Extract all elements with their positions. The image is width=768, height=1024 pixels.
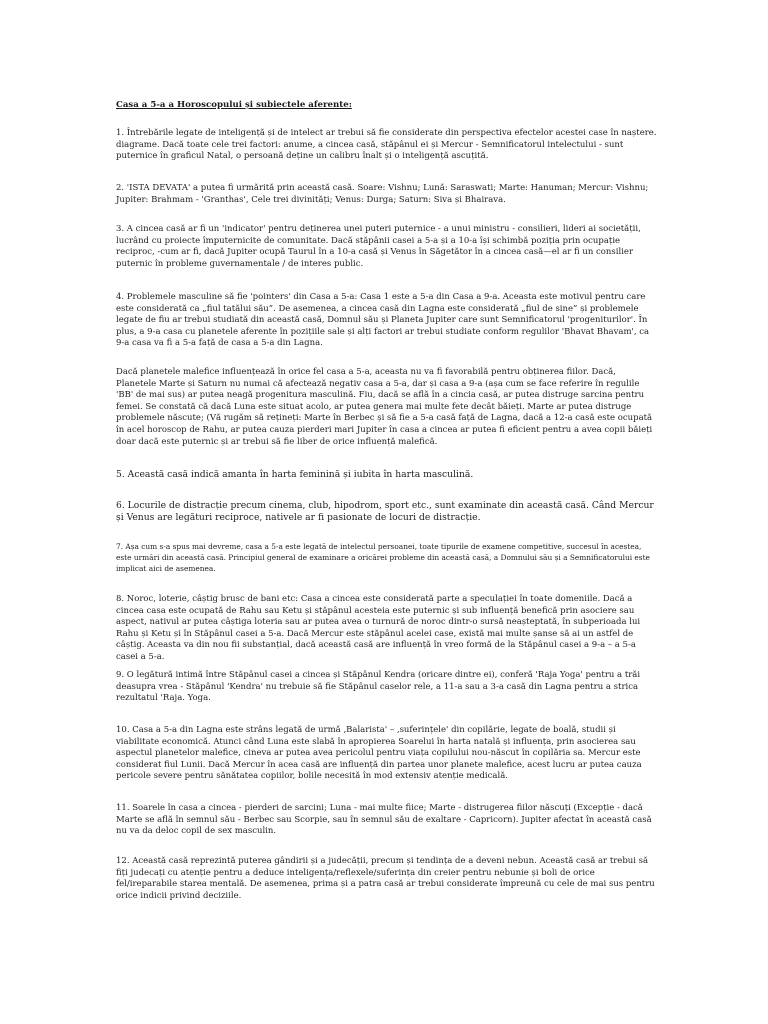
paragraph-1: 1. Întrebările legate de inteligență și de intelect ar trebui să fie considerate din perspectiva efectelor acestei case în naștere. diagrame. Dacă toate cele trei factori: anume, a cincea casă, stăpânul ei și Mercur - Semnificatorul intelectului - sunt puternice în graficul Natal, o persoană deține un calibru înalt și o inteligență ascuțită.: [116, 128, 657, 162]
paragraph-12: 12. Această casă reprezintă puterea gândirii și a judecății, precum și tendința de a deveni nebun. Această casă ar trebui să fiți judecați cu atenție pentru a deduce inteligența/reflexele/suferința din creier pentru nebunie și boli de orice fel/ireparabile starea mentală. De asemenea, prima și a patra casă ar trebui considerate împreună cu cele de mai sus pentru orice indicii privind deciziile.: [116, 856, 655, 901]
paragraph-5: 5. Această casă indică amanta în harta feminină și iubita în harta masculină.: [116, 469, 474, 480]
paragraph-9: 9. O legătură intimă între Stăpânul casei a cincea și Stăpânul Kendra (oricare dintre ei), conferă 'Raja Yoga' pentru a trăi deasupra vrea - Stăpânul 'Kendra' nu trebuie să fie Stăpânul caselor rele, a 11-a sau a 3-a casă din Lagna pentru a strica rezultatul 'Raja. Yoga.: [116, 670, 641, 704]
paragraph-8: 8. Noroc, loterie, câștig brusc de bani etc: Casa a cincea este considerată parte a speculației în toate domeniile. Dacă a cincea casa este ocupată de Rahu sau Ketu și stăpânul acesteia este puternic și sub influență benefică prin asociere sau aspect, nativul ar putea câștiga loteria sau ar putea avea o turnură de noroc dintr-o sursă neașteptată, în subperioada lui Rahu și Ketu și în Stăpânul casei a 5-a. Dacă Mercur este stăpânul acelei case, există mai multe șanse să ai un astfel de câștig. Aceasta va din nou fii substanțial, dacă această casă are influență în vreo formă de la Stăpânul casei a 9-a – a 5-a casei a 5-a.: [116, 594, 641, 662]
paragraph-2: 2. 'ISTA DEVATA' a putea fi urmărită prin această casă. Soare: Vishnu; Lună: Saraswati; Marte: Hanuman; Mercur: Vishnu; Jupiter: Brahmam - 'Granthas', Cele trei divinități; Venus: Durga; Saturn: Siva și Bhairava.: [116, 183, 649, 205]
document-title: Casa a 5-a a Horoscopului și subiectele aferente:: [116, 100, 352, 110]
paragraph-11: 11. Soarele în casa a cincea - pierderi de sarcini; Luna - mai multe fiice; Marte - distrugerea fiilor născuți (Excepție - dacă Marte se află în semnul său - Berbec sau Scorpie, sau în semnul său de exaltare - Capricorn). Jupiter afectat în această casă nu va da deloc copil de sex masculin.: [116, 803, 652, 837]
paragraph-3: 3. A cincea casă ar fi un 'indicator' pentru deținerea unei puteri puternice - a unui ministru - consilieri, lideri ai societății, lucrând cu proiecte împuternicite de comunitate. Dacă stăpânii casei a 5-a și a 10-a își schimbă poziția prin ocupație reciproc, -cum ar fi, dacă Jupiter ocupă Taurul în a 10-a casă și Venus în Săgetător în a cincea casă—el ar fi un consilier puternic în probleme guvernamentale / de interes public.: [116, 224, 641, 269]
paragraph-7: 7. Așa cum s-a spus mai devreme, casa a 5-a este legată de intelectul persoanei, toate tipurile de examene competitive, succesul în acestea, este urmări din această casă. Principiul general de examinare a oricărei probleme din această casă, a Domnului său și a Semnificatorului este implicat aici de asemenea.: [116, 542, 650, 573]
paragraph-malefic-planets: Dacă planetele malefice influențează în orice fel casa a 5-a, aceasta nu va fi favorabilă pentru obținerea fiilor. Dacă, Planetele Marte și Saturn nu numai că afectează negativ casa a 5-a, dar și casa a 9-a (așa cum se face referire în regulile 'BB' de mai sus) ar putea neagă progenitura masculină. Fiu, dacă se află în a cincia casă, ar putea distruge sarcina pentru femei. Se constată că dacă Luna este situat acolo, ar putea genera mai multe fete decât băieți. Marte ar putea distruge problemele născute; (Vă rugăm să rețineți: Marte în Berbec și să fie a 5-a casă față de Lagna, dacă a 12-a casă este ocupată în acel horoscop de Rahu, ar putea cauza pierderi mari Jupiter în casa a cincea ar putea fi eficient pentru a avea copii băieți doar dacă este puternic și ar trebui să fie liber de orice influență malefică.: [116, 367, 653, 447]
paragraph-6: 6. Locurile de distracție precum cinema, club, hipodrom, sport etc., sunt examinate din această casă. Când Mercur și Venus are legături reciproce, nativele ar fi pasionate de locuri de distracție.: [116, 500, 654, 523]
paragraph-4: 4. Problemele masculine să fie 'pointers' din Casa a 5-a: Casa 1 este a 5-a din Casa a 9-a. Aceasta este motivul pentru care este considerată ca „fiul tatălui său”. De asemenea, a cincea casă din Lagna este considerată „fiul de sine” și problemele legate de fiu ar trebui studiată din această casă, Domnul său și Planeta Jupiter care sunt Semnificatorul 'progeniturilor'. În plus, a 9-a casa cu planetele aferente în pozițiile sale și alți factori ar trebui studiate conform regulilor 'Bhavat Bhavam', ca 9-a casa va fi a 5-a față de casa a 5-a din Lagna.: [116, 292, 650, 349]
paragraph-10: 10. Casa a 5-a din Lagna este strâns legată de urmă ‚Balarista' – ‚suferințele' din copilărie, legate de boală, studii și viabilitate economică. Atunci când Luna este slabă în apropierea Soarelui în harta natală și influența, prin asocierea sau aspectul planetelor malefice, cineva ar putea avea pericolul pentru viața copilului nou-născut în copilăria sa. Mercur este considerat fiul Lunii. Dacă Mercur în acea casă are influență din partea unor planete malefice, acest lucru ar putea cauza pericole severe pentru sănătatea copiilor, bolile necesită în mod extensiv atenție medicală.: [116, 725, 642, 782]
